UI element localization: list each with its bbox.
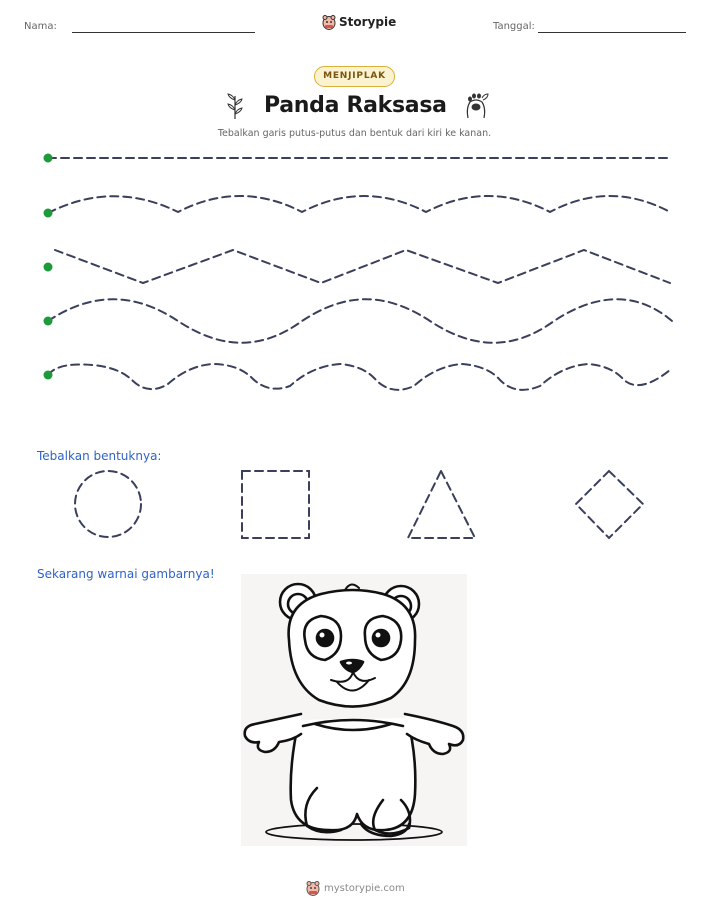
panda-paw-icon: [462, 90, 490, 120]
name-field[interactable]: [72, 32, 255, 33]
start-dot: [44, 154, 53, 163]
diamond-icon: [576, 471, 643, 538]
tracing-line-zigzag: [55, 250, 670, 283]
tracing-lines[interactable]: [0, 140, 709, 400]
activity-badge: MENJIPLAK: [314, 66, 395, 87]
panda-coloring-illustration[interactable]: [241, 574, 467, 846]
start-dot: [44, 209, 53, 218]
bamboo-leaf-icon: [226, 92, 244, 120]
start-dot: [44, 371, 53, 380]
tracing-line-smooth-wave: [48, 299, 672, 343]
instructions: Tebalkan garis putus-putus dan bentuk dari kiri ke kanan.: [217, 128, 492, 139]
coloring-section-label: Sekarang warnai gambarnya!: [37, 567, 215, 581]
start-dot: [44, 263, 53, 272]
tracing-shapes[interactable]: [60, 465, 660, 545]
tracing-line-arc-wave: [48, 196, 670, 213]
name-label: Nama:: [24, 21, 57, 32]
square-icon: [242, 471, 309, 538]
storypie-mascot-icon: [306, 880, 320, 896]
date-field[interactable]: [538, 32, 686, 33]
page-title: Panda Raksasa: [264, 93, 447, 118]
brand-name: Storypie: [339, 15, 397, 29]
storypie-mascot-icon: [322, 14, 336, 30]
footer-url[interactable]: mystorypie.com: [324, 882, 405, 894]
date-label: Tanggal:: [493, 21, 535, 32]
start-dot: [44, 317, 53, 326]
tracing-line-loop-wave: [48, 364, 670, 390]
footer: [306, 880, 405, 896]
triangle-icon: [408, 471, 475, 538]
shapes-section-label: Tebalkan bentuknya:: [37, 449, 162, 463]
brand-logo: [322, 14, 396, 30]
circle-icon: [75, 471, 141, 537]
